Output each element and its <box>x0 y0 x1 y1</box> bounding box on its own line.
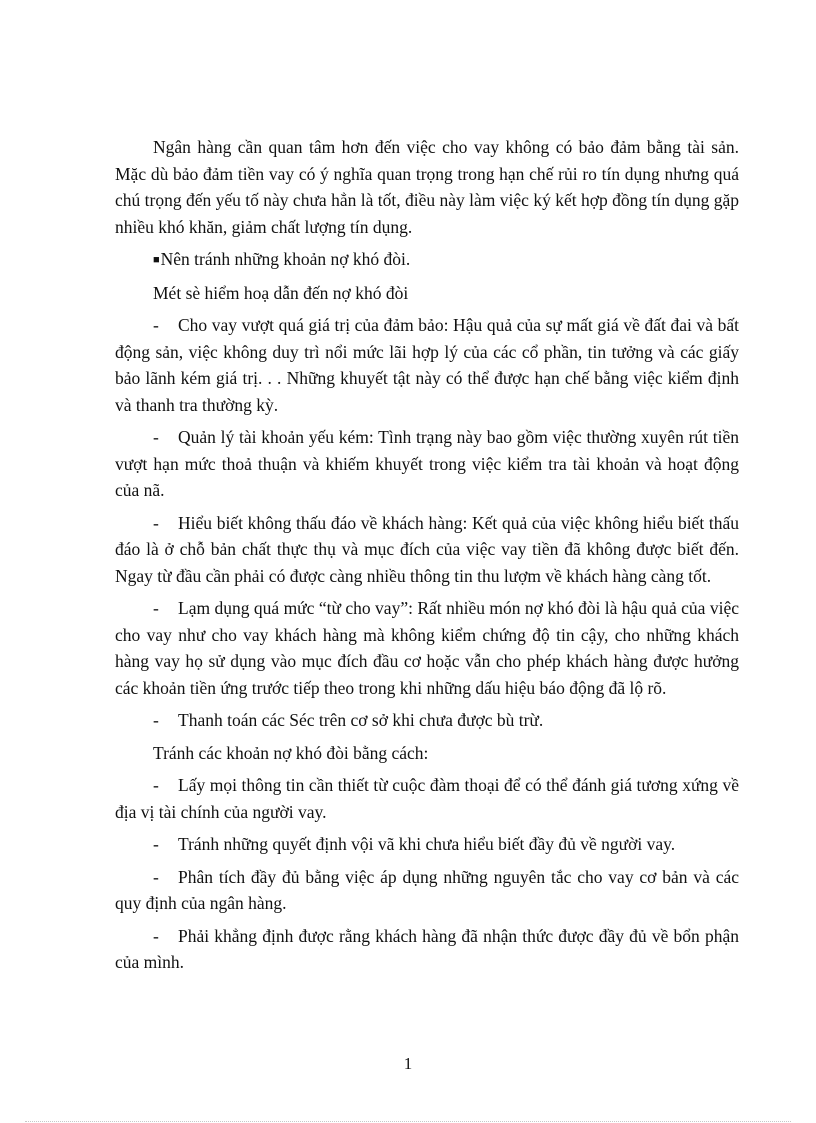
square-bullet-icon: ■ <box>153 254 160 266</box>
paragraph-text: Cho vay vượt quá giá trị của đảm bảo: Hậu quả của sự mất giá về đất đai và bất động sản, việc không duy trì nổi mức lãi hợp lý của các cổ phần, tin tưởng và các giấy bảo lãnh kém giá trị. . . Những khuyết tật này có thể được hạn chế bằng việc kiểm định và thanh tra thường kỳ. <box>115 315 739 415</box>
paragraph-text: Ngân hàng cần quan tâm hơn đến việc cho vay không có bảo đảm bằng tài sản. Mặc dù bảo đảm tiền vay có ý nghĩa quan trọng trong hạn chế rủi ro tín dụng nhưng quá chú trọng đến yếu tố này chưa hẳn là tốt, điều này làm việc ký kết hợp đồng tín dụng gặp nhiều khó khăn, giảm chất lượng tín dụng. <box>115 137 739 237</box>
dash-marker: - <box>153 598 159 618</box>
paragraph-text: Quản lý tài khoản yếu kém: Tình trạng này bao gồm việc thường xuyên rút tiền vượt hạn mức thoả thuận và khiếm khuyết trong việc kiểm tra tài khoản và hoạt động của nã. <box>115 427 739 500</box>
dash-marker: - <box>153 427 159 447</box>
list-item-gather-information <box>115 772 739 825</box>
paragraph-text: Lạm dụng quá mức “từ cho vay”: Rất nhiều món nợ khó đòi là hậu quả của việc cho vay như cho vay khách hàng mà không kiểm chứng độ tin cậy, cho những khách hàng vay họ sử dụng vào mục đích đầu cơ hoặc vẫn cho phép khách hàng được hưởng các khoản tiền ứng trước tiếp theo trong khi những dấu hiệu báo động đã lộ rõ. <box>115 598 739 698</box>
dash-marker: - <box>153 710 159 730</box>
paragraph-secured-lending <box>115 134 739 240</box>
page-number: 1 <box>403 1054 413 1073</box>
list-item-lending-abuse <box>115 595 739 701</box>
paragraph-text: Phân tích đầy đủ bằng việc áp dụng những nguyên tắc cho vay cơ bản và các quy định của ngân hàng. <box>115 866 739 913</box>
paragraph-text: Tránh các khoản nợ khó đòi bằng cách: <box>153 742 429 763</box>
list-item-full-analysis <box>115 864 739 917</box>
list-item-weak-account-management <box>115 424 739 504</box>
dash-marker: - <box>153 834 159 854</box>
dash-marker: - <box>153 775 159 795</box>
list-item-over-collateral <box>115 312 739 418</box>
dash-marker: - <box>153 512 159 533</box>
dash-marker: - <box>153 315 159 335</box>
paragraph-text: Tránh những quyết định vội vã khi chưa hiểu biết đầy đủ về người vay. <box>178 834 676 854</box>
paragraph-text: Nên tránh những khoản nợ khó đòi. <box>160 249 411 269</box>
list-item-uncleared-cheques <box>115 707 739 734</box>
paragraph-text: Lấy mọi thông tin cần thiết từ cuộc đàm thoại để có thể đánh giá tương xứng về địa vị tài chính của người vay. <box>115 775 739 822</box>
paragraph-text: Mét sè hiểm hoạ dẫn đến nợ khó đòi <box>153 282 409 303</box>
paragraph-risks-heading <box>115 280 739 307</box>
list-item-customer-obligations <box>115 923 739 976</box>
paragraph-text: Thanh toán các Séc trên cơ sở khi chưa được bù trừ. <box>178 710 544 730</box>
paragraph-avoidance-heading <box>115 740 739 767</box>
paragraph-text: Hiểu biết không thấu đáo về khách hàng: Kết quả của việc không hiểu biết thấu đáo là ở chỗ bản chất thực thụ và mục đích của việc vay tiền đã không được biết đến. Ngay từ đầu cần phải có được càng nhiều thông tin thu lượm về khách hàng càng tốt. <box>115 512 739 586</box>
page-body <box>115 134 739 982</box>
paragraph-avoid-bad-debt-heading <box>115 246 739 274</box>
page-bottom-divider <box>25 1121 791 1122</box>
list-item-customer-knowledge <box>115 510 739 590</box>
dash-marker: - <box>153 866 159 887</box>
paragraph-text: Phải khẳng định được rằng khách hàng đã nhận thức được đầy đủ về bổn phận của mình. <box>115 925 739 972</box>
dash-marker: - <box>153 925 159 946</box>
list-item-avoid-hasty-decisions <box>115 831 739 858</box>
